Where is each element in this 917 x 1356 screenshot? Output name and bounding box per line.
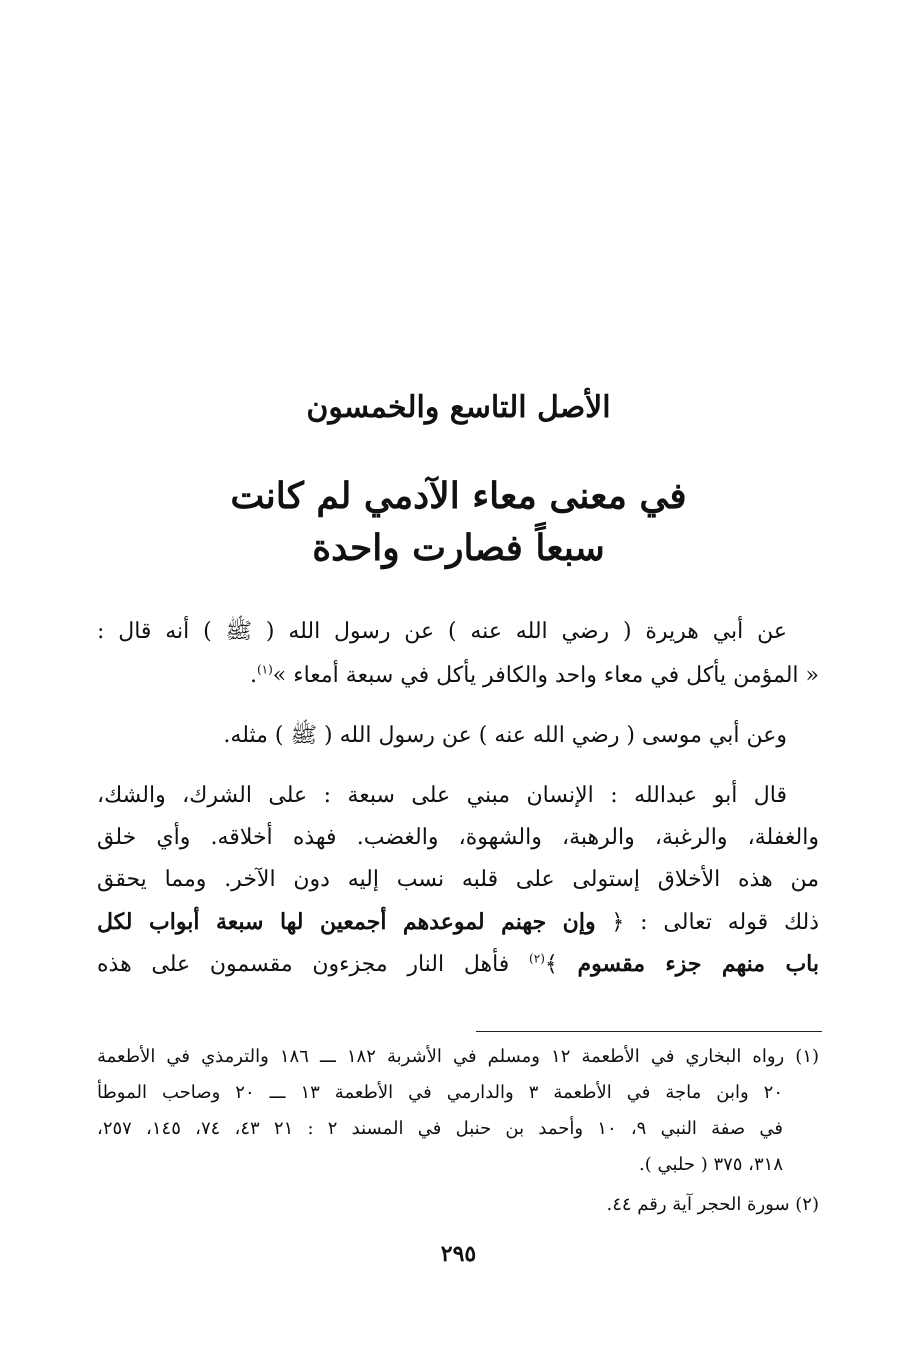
- chapter-title-line-1: في معنى معاء الآدمي لم كانت: [230, 475, 687, 517]
- page-number: ٢٩٥: [440, 1241, 477, 1267]
- chapter-title-line-2: سبعاً فصارت واحدة: [312, 527, 605, 569]
- sentence-end: .: [249, 663, 257, 688]
- paragraph-3-line-2: والغفلة، والرغبة، والرهبة، والشهوة، والغضب. فهذه أخلاقه. وأي خلق: [97, 825, 819, 850]
- footnote-1-line-1: (١) رواه البخاري في الأطعمة ١٢ ومسلم في الأشربة ١٨٢ ـــ ١٨٦ والترمذي في الأطعمة: [97, 1046, 820, 1067]
- footnote-ref-1: (١): [256, 662, 273, 677]
- footnote-1-line-2: ٢٠ وابن ماجة في الأطعمة ٣ والدارمي في الأطعمة ١٣ ـــ ٢٠ وصاحب الموطأ: [97, 1082, 783, 1103]
- paragraph-3-line-5: [97, 944, 819, 985]
- quran-verse-part-2: باب منهم جزء مقسوم: [577, 951, 820, 977]
- paragraph-3-line-5-tail: فأهل النار مجزءون مقسمون على هذه: [97, 952, 530, 977]
- footnote-1-line-4: ٣١٨، ٣٧٥ ( حلبي ).: [638, 1154, 783, 1175]
- footnote-divider: [476, 1031, 822, 1032]
- footnote-1-line-3: في صفة النبي ٩، ١٠ وأحمد بن حنبل في المسند ٢ : ٢١ ٤٣، ٧٤، ١٤٥، ٢٥٧،: [97, 1118, 784, 1139]
- paragraph-3-line-4: [97, 902, 819, 943]
- paragraph-1-line-1: عن أبي هريرة ( رضي الله عنه ) عن رسول الله ( ﷺ ) أنه قال :: [97, 619, 787, 644]
- hadith-quote: « المؤمن يأكل في معاء واحد والكافر يأكل في سبعة أمعاء »: [272, 663, 819, 688]
- paragraph-2-line-1: وعن أبي موسى ( رضي الله عنه ) عن رسول الله ( ﷺ ) مثله.: [223, 723, 787, 748]
- chapter-heading: الأصل التاسع والخمسون: [306, 390, 611, 425]
- quran-verse-part-1: وإن جهنم لموعدهم أجمعين لها سبعة أبواب لكل: [97, 909, 596, 935]
- quran-bracket-close: ﴾: [544, 952, 578, 977]
- paragraph-3-line-1: قال أبو عبدالله : الإنسان مبني على سبعة : على الشرك، والشك،: [97, 783, 788, 808]
- footnote-ref-2: (٢): [529, 951, 545, 966]
- footnote-2-line-1: (٢) سورة الحجر آية رقم ٤٤.: [606, 1194, 819, 1215]
- quran-intro: ذلك قوله تعالى : ﴿: [595, 910, 819, 935]
- paragraph-1-line-2: [97, 656, 819, 696]
- paragraph-3-line-3: من هذه الأخلاق إستولى على قلبه نسب إليه دون الآخر. ومما يحقق: [97, 867, 819, 892]
